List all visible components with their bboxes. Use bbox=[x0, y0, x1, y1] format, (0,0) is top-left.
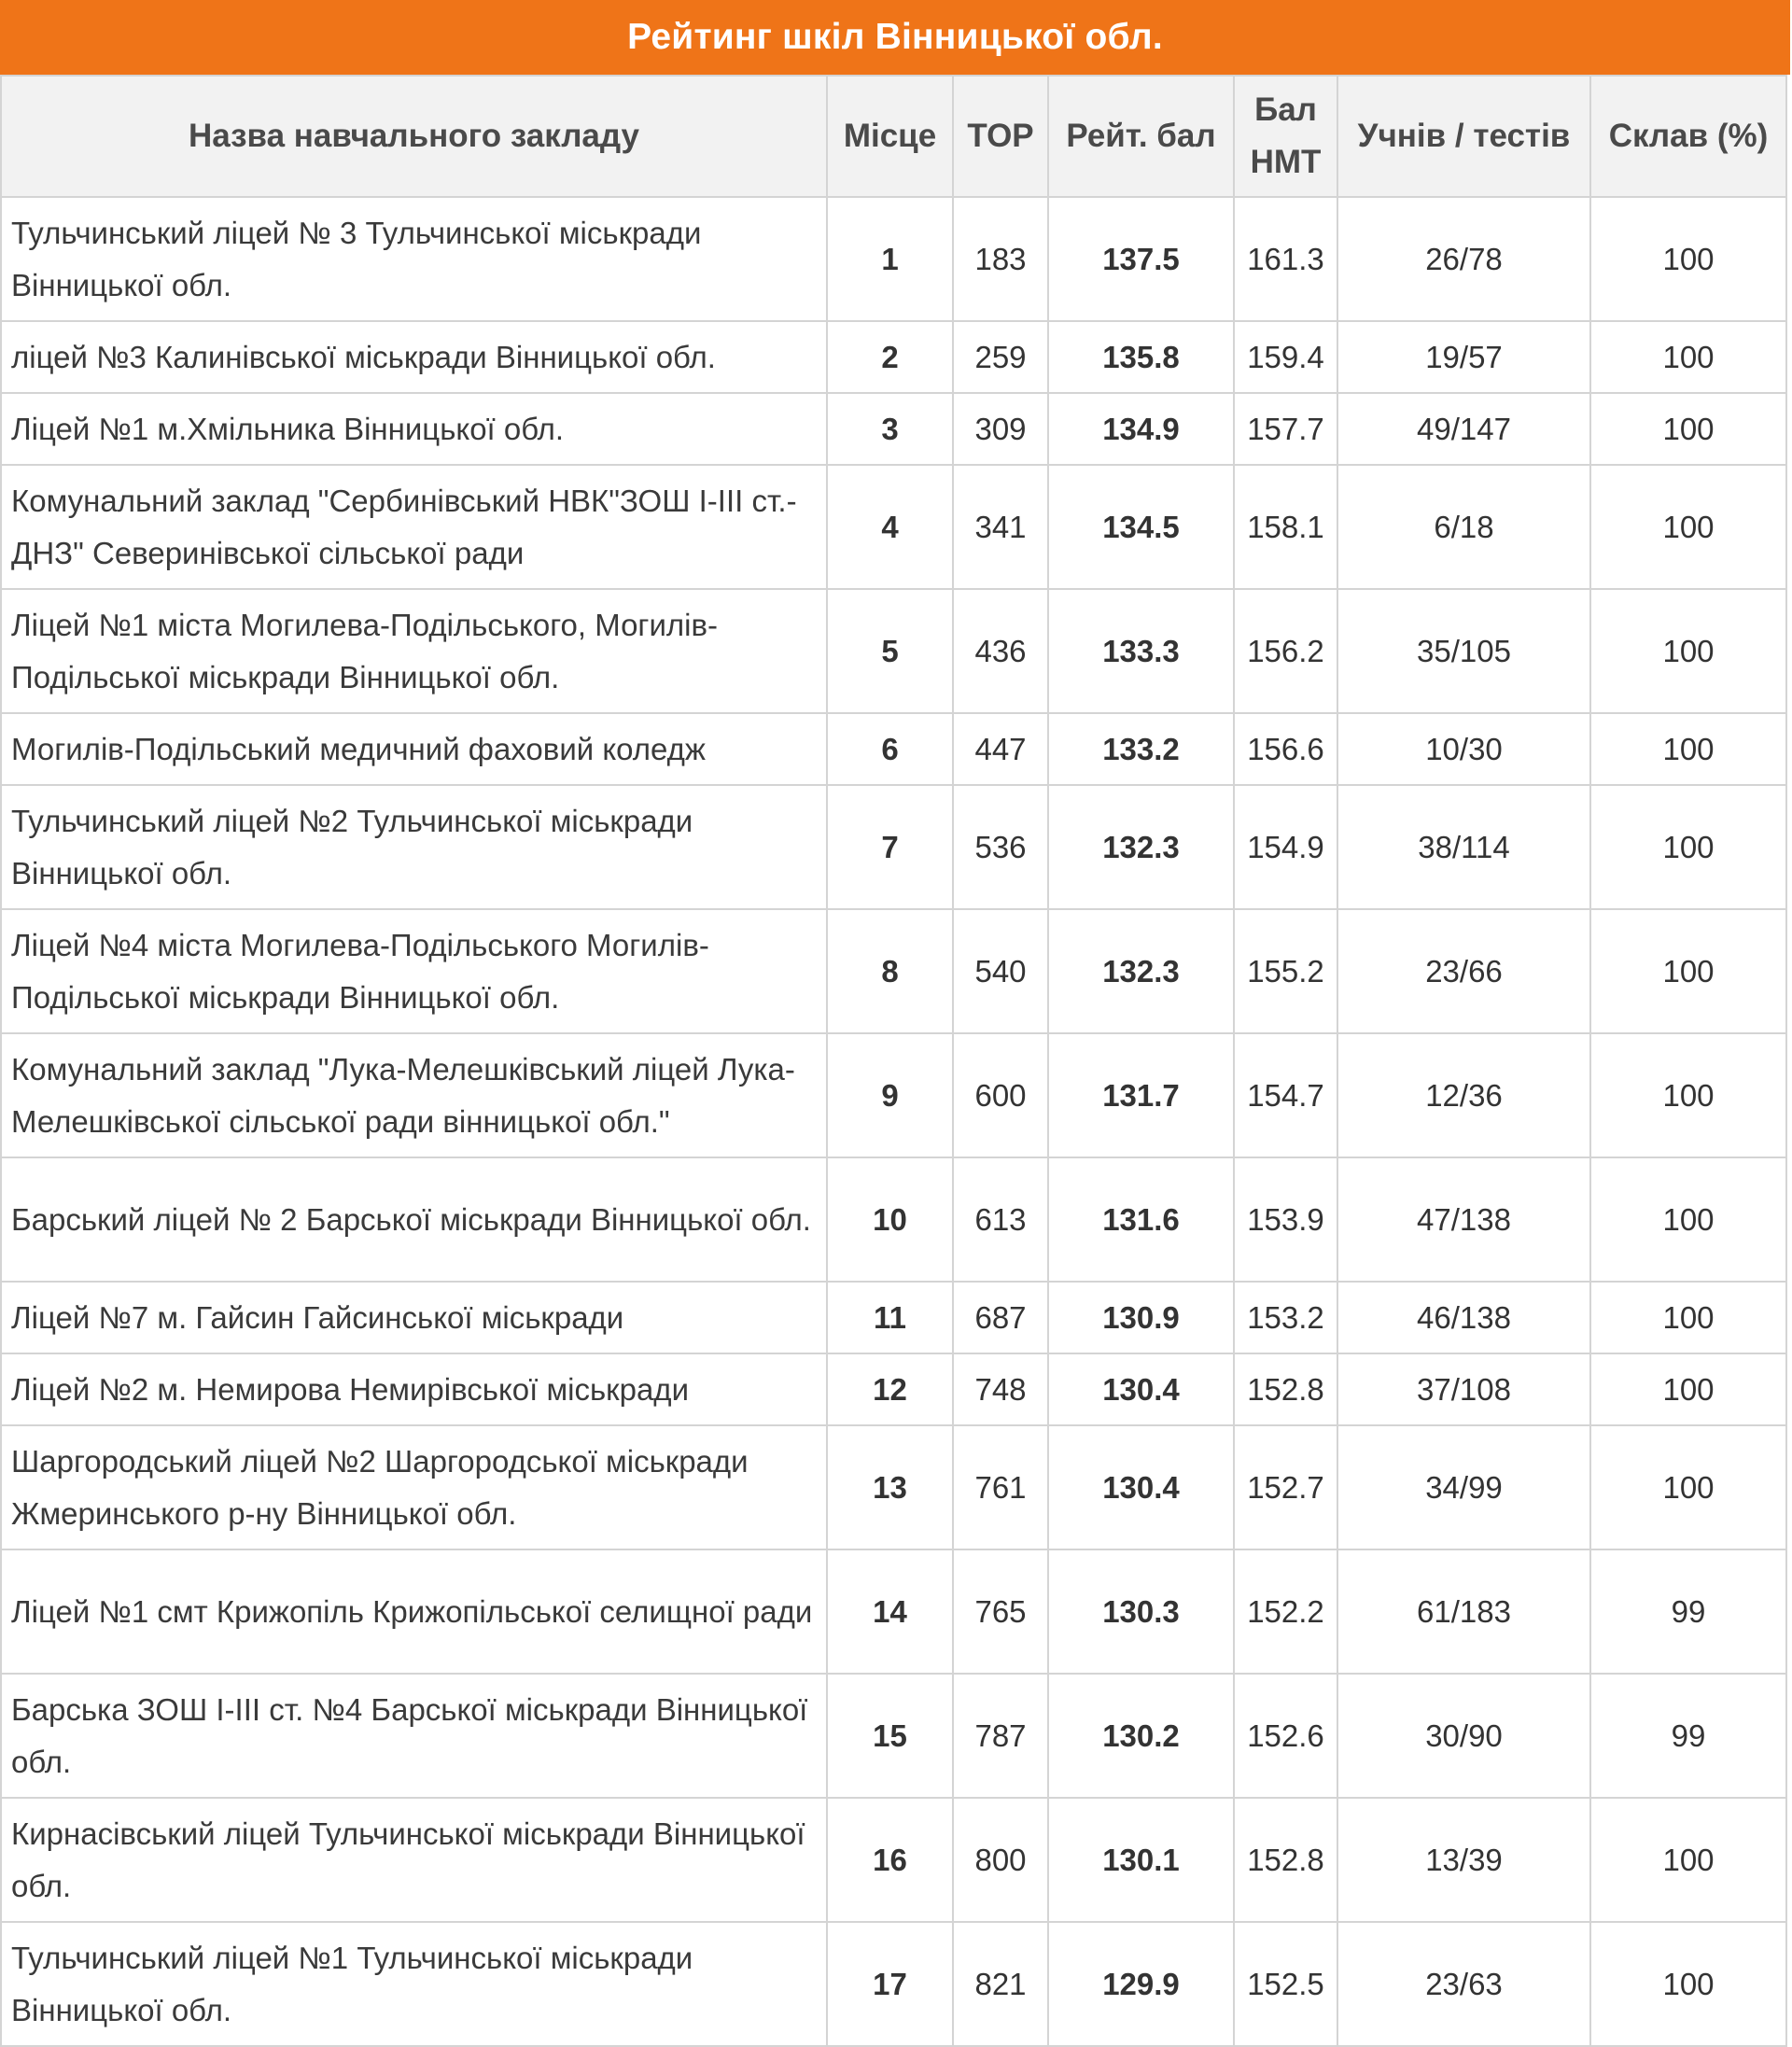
place-cell: 5 bbox=[827, 589, 953, 713]
passed-cell: 100 bbox=[1590, 1425, 1786, 1549]
top-cell: 341 bbox=[953, 465, 1048, 589]
table-row bbox=[1, 1157, 1786, 1282]
place-cell: 3 bbox=[827, 393, 953, 465]
top-cell: 613 bbox=[953, 1157, 1048, 1282]
score-cell: 137.5 bbox=[1048, 197, 1234, 321]
column-header-nmt[interactable]: Бал НМТ bbox=[1234, 76, 1337, 197]
score-cell: 130.2 bbox=[1048, 1674, 1234, 1798]
passed-cell: 100 bbox=[1590, 393, 1786, 465]
table-row bbox=[1, 909, 1786, 1033]
score-cell: 131.7 bbox=[1048, 1033, 1234, 1157]
school-name: Ліцей №2 м. Немирова Немирівської міськради bbox=[1, 1353, 827, 1425]
students-cell: 23/63 bbox=[1337, 1922, 1590, 2046]
school-name: Могилів-Подільський медичний фаховий коледж bbox=[1, 713, 827, 785]
school-name: Ліцей №1 міста Могилева-Подільського, Могилів-Подільської міськради Вінницької обл. bbox=[1, 589, 827, 713]
passed-cell: 100 bbox=[1590, 1798, 1786, 1922]
nmt-cell: 152.8 bbox=[1234, 1353, 1337, 1425]
passed-cell: 99 bbox=[1590, 1549, 1786, 1674]
school-name: Кирнасівський ліцей Тульчинської міськради Вінницької обл. bbox=[1, 1798, 827, 1922]
top-cell: 436 bbox=[953, 589, 1048, 713]
nmt-cell: 159.4 bbox=[1234, 321, 1337, 393]
nmt-cell: 156.2 bbox=[1234, 589, 1337, 713]
school-name: Ліцей №1 смт Крижопіль Крижопільської селищної ради bbox=[1, 1549, 827, 1674]
score-cell: 132.3 bbox=[1048, 785, 1234, 909]
score-cell: 133.2 bbox=[1048, 713, 1234, 785]
passed-cell: 100 bbox=[1590, 1353, 1786, 1425]
school-name: Ліцей №7 м. Гайсин Гайсинської міськради bbox=[1, 1282, 827, 1353]
nmt-cell: 152.2 bbox=[1234, 1549, 1337, 1674]
score-cell: 135.8 bbox=[1048, 321, 1234, 393]
school-name: Барський ліцей № 2 Барської міськради Вінницької обл. bbox=[1, 1157, 827, 1282]
column-header-score[interactable]: Рейт. бал bbox=[1048, 76, 1234, 197]
place-cell: 2 bbox=[827, 321, 953, 393]
table-row bbox=[1, 713, 1786, 785]
top-cell: 821 bbox=[953, 1922, 1048, 2046]
column-header-passed[interactable]: Склав (%) bbox=[1590, 76, 1786, 197]
passed-cell: 100 bbox=[1590, 321, 1786, 393]
table-row bbox=[1, 1674, 1786, 1798]
table-row bbox=[1, 589, 1786, 713]
students-cell: 12/36 bbox=[1337, 1033, 1590, 1157]
school-name: Тульчинський ліцей №1 Тульчинської міськради Вінницької обл. bbox=[1, 1922, 827, 2046]
top-cell: 259 bbox=[953, 321, 1048, 393]
passed-cell: 100 bbox=[1590, 589, 1786, 713]
column-header-name[interactable]: Назва навчального закладу bbox=[1, 76, 827, 197]
top-cell: 309 bbox=[953, 393, 1048, 465]
column-header-place[interactable]: Місце bbox=[827, 76, 953, 197]
score-cell: 133.3 bbox=[1048, 589, 1234, 713]
nmt-cell: 152.5 bbox=[1234, 1922, 1337, 2046]
score-cell: 130.4 bbox=[1048, 1353, 1234, 1425]
top-cell: 787 bbox=[953, 1674, 1048, 1798]
top-cell: 540 bbox=[953, 909, 1048, 1033]
students-cell: 47/138 bbox=[1337, 1157, 1590, 1282]
nmt-cell: 153.9 bbox=[1234, 1157, 1337, 1282]
top-cell: 748 bbox=[953, 1353, 1048, 1425]
school-name: Тульчинський ліцей № 3 Тульчинської міськради Вінницької обл. bbox=[1, 197, 827, 321]
score-cell: 130.4 bbox=[1048, 1425, 1234, 1549]
place-cell: 16 bbox=[827, 1798, 953, 1922]
students-cell: 30/90 bbox=[1337, 1674, 1590, 1798]
header-row bbox=[1, 76, 1786, 197]
score-cell: 130.9 bbox=[1048, 1282, 1234, 1353]
column-header-top[interactable]: TOP bbox=[953, 76, 1048, 197]
table-row bbox=[1, 1282, 1786, 1353]
students-cell: 10/30 bbox=[1337, 713, 1590, 785]
nmt-cell: 152.8 bbox=[1234, 1798, 1337, 1922]
nmt-cell: 158.1 bbox=[1234, 465, 1337, 589]
score-cell: 131.6 bbox=[1048, 1157, 1234, 1282]
table-row bbox=[1, 1549, 1786, 1674]
nmt-cell: 154.7 bbox=[1234, 1033, 1337, 1157]
school-name: ліцей №3 Калинівської міськради Вінницької обл. bbox=[1, 321, 827, 393]
place-cell: 1 bbox=[827, 197, 953, 321]
place-cell: 13 bbox=[827, 1425, 953, 1549]
table-title: Рейтинг шкіл Вінницької обл. bbox=[0, 0, 1790, 75]
nmt-cell: 157.7 bbox=[1234, 393, 1337, 465]
passed-cell: 100 bbox=[1590, 465, 1786, 589]
score-cell: 130.3 bbox=[1048, 1549, 1234, 1674]
passed-cell: 100 bbox=[1590, 1922, 1786, 2046]
place-cell: 17 bbox=[827, 1922, 953, 2046]
table-row bbox=[1, 197, 1786, 321]
nmt-cell: 156.6 bbox=[1234, 713, 1337, 785]
table-row bbox=[1, 1922, 1786, 2046]
score-cell: 134.9 bbox=[1048, 393, 1234, 465]
students-cell: 26/78 bbox=[1337, 197, 1590, 321]
students-cell: 37/108 bbox=[1337, 1353, 1590, 1425]
table-row bbox=[1, 1353, 1786, 1425]
passed-cell: 100 bbox=[1590, 713, 1786, 785]
students-cell: 49/147 bbox=[1337, 393, 1590, 465]
score-cell: 134.5 bbox=[1048, 465, 1234, 589]
school-name: Шаргородський ліцей №2 Шаргородської міськради Жмеринського р-ну Вінницької обл. bbox=[1, 1425, 827, 1549]
school-name: Ліцей №1 м.Хмільника Вінницької обл. bbox=[1, 393, 827, 465]
score-cell: 129.9 bbox=[1048, 1922, 1234, 2046]
students-cell: 19/57 bbox=[1337, 321, 1590, 393]
place-cell: 12 bbox=[827, 1353, 953, 1425]
students-cell: 61/183 bbox=[1337, 1549, 1590, 1674]
place-cell: 6 bbox=[827, 713, 953, 785]
nmt-cell: 152.7 bbox=[1234, 1425, 1337, 1549]
score-cell: 132.3 bbox=[1048, 909, 1234, 1033]
students-cell: 46/138 bbox=[1337, 1282, 1590, 1353]
passed-cell: 99 bbox=[1590, 1674, 1786, 1798]
students-cell: 23/66 bbox=[1337, 909, 1590, 1033]
students-cell: 6/18 bbox=[1337, 465, 1590, 589]
table-row bbox=[1, 465, 1786, 589]
school-name: Барська ЗОШ І-ІІІ ст. №4 Барської міськради Вінницької обл. bbox=[1, 1674, 827, 1798]
students-cell: 35/105 bbox=[1337, 589, 1590, 713]
place-cell: 4 bbox=[827, 465, 953, 589]
column-header-students[interactable]: Учнів / тестів bbox=[1337, 76, 1590, 197]
school-name: Комунальний заклад "Лука-Мелешківський ліцей Лука-Мелешківської сільської ради вінницької обл." bbox=[1, 1033, 827, 1157]
top-cell: 765 bbox=[953, 1549, 1048, 1674]
top-cell: 800 bbox=[953, 1798, 1048, 1922]
table-row bbox=[1, 393, 1786, 465]
place-cell: 15 bbox=[827, 1674, 953, 1798]
table-row bbox=[1, 1798, 1786, 1922]
table-row bbox=[1, 785, 1786, 909]
top-cell: 536 bbox=[953, 785, 1048, 909]
students-cell: 38/114 bbox=[1337, 785, 1590, 909]
nmt-cell: 154.9 bbox=[1234, 785, 1337, 909]
table-row bbox=[1, 321, 1786, 393]
top-cell: 183 bbox=[953, 197, 1048, 321]
place-cell: 7 bbox=[827, 785, 953, 909]
table-row bbox=[1, 1033, 1786, 1157]
top-cell: 600 bbox=[953, 1033, 1048, 1157]
place-cell: 14 bbox=[827, 1549, 953, 1674]
place-cell: 9 bbox=[827, 1033, 953, 1157]
passed-cell: 100 bbox=[1590, 1157, 1786, 1282]
top-cell: 687 bbox=[953, 1282, 1048, 1353]
students-cell: 13/39 bbox=[1337, 1798, 1590, 1922]
nmt-cell: 161.3 bbox=[1234, 197, 1337, 321]
passed-cell: 100 bbox=[1590, 1282, 1786, 1353]
school-name: Комунальний заклад "Сербинівський НВК"ЗОШ І-ІІІ ст.- ДНЗ" Северинівської сільської ради bbox=[1, 465, 827, 589]
passed-cell: 100 bbox=[1590, 1033, 1786, 1157]
nmt-cell: 152.6 bbox=[1234, 1674, 1337, 1798]
score-cell: 130.1 bbox=[1048, 1798, 1234, 1922]
passed-cell: 100 bbox=[1590, 785, 1786, 909]
place-cell: 11 bbox=[827, 1282, 953, 1353]
passed-cell: 100 bbox=[1590, 909, 1786, 1033]
school-name: Ліцей №4 міста Могилева-Подільського Могилів-Подільської міськради Вінницької обл. bbox=[1, 909, 827, 1033]
rating-table bbox=[0, 75, 1787, 2047]
nmt-cell: 155.2 bbox=[1234, 909, 1337, 1033]
place-cell: 10 bbox=[827, 1157, 953, 1282]
top-cell: 447 bbox=[953, 713, 1048, 785]
place-cell: 8 bbox=[827, 909, 953, 1033]
top-cell: 761 bbox=[953, 1425, 1048, 1549]
school-name: Тульчинський ліцей №2 Тульчинської міськради Вінницької обл. bbox=[1, 785, 827, 909]
students-cell: 34/99 bbox=[1337, 1425, 1590, 1549]
passed-cell: 100 bbox=[1590, 197, 1786, 321]
nmt-cell: 153.2 bbox=[1234, 1282, 1337, 1353]
table-row bbox=[1, 1425, 1786, 1549]
